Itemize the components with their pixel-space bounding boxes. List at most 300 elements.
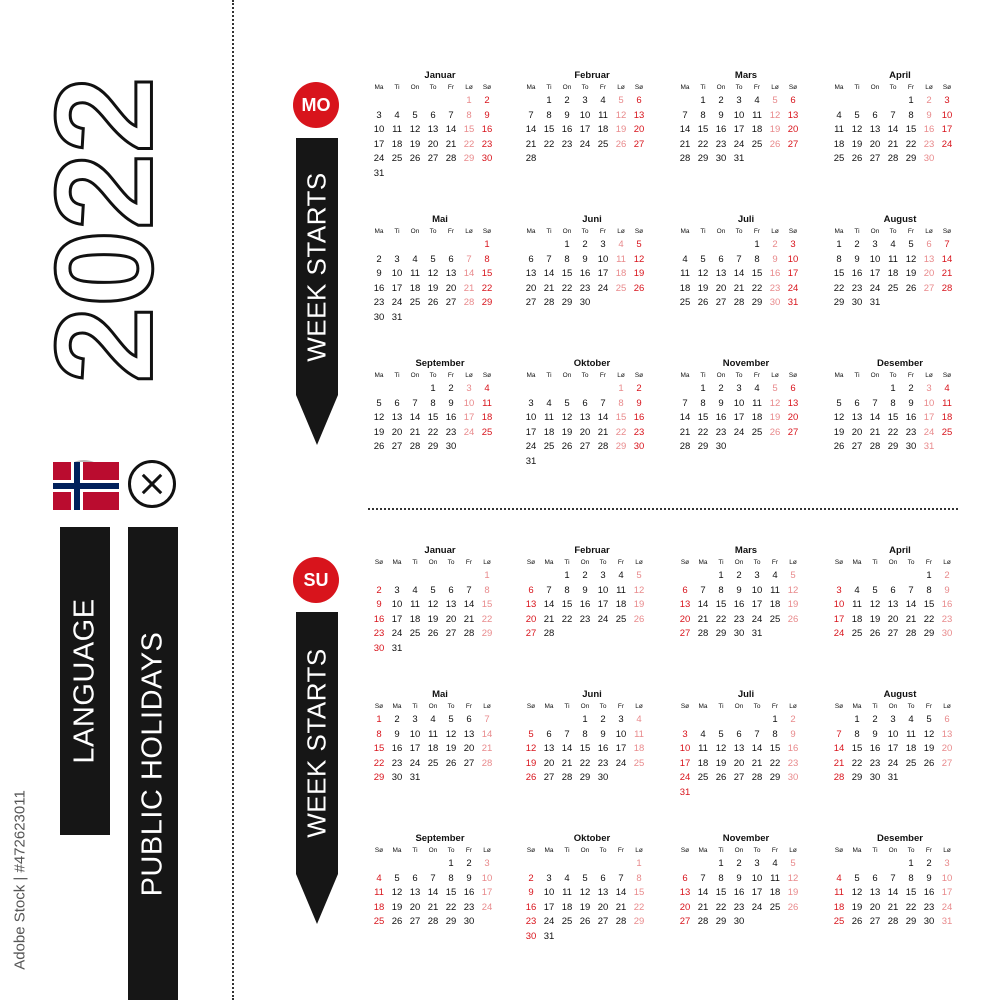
badge-sunday-start: SU xyxy=(293,557,339,603)
day-cell: 8 xyxy=(700,109,706,121)
empty-cell xyxy=(576,857,594,872)
day-cell: 23 xyxy=(733,613,745,625)
day-cell: 29 xyxy=(905,916,917,927)
day-cell: 2 xyxy=(376,584,382,596)
day-cell: 15 xyxy=(887,412,899,423)
day-cell: 29 xyxy=(481,628,493,639)
day-cell: 8 xyxy=(700,397,706,409)
empty-cell xyxy=(522,382,540,397)
month-mai xyxy=(370,689,510,786)
day-cell: 18 xyxy=(751,412,763,423)
day-cell: 28 xyxy=(445,153,457,164)
month-februar xyxy=(522,70,662,167)
day-cell: 23 xyxy=(941,613,953,625)
day-cell: 14 xyxy=(887,124,899,135)
weekday-label: Ti xyxy=(854,372,860,379)
week-starts-arrow xyxy=(296,395,338,445)
day-cell: 25 xyxy=(697,772,709,783)
day-grid xyxy=(830,382,956,455)
day-cell: 17 xyxy=(733,412,745,423)
day-cell: 8 xyxy=(466,109,472,121)
day-cell: 5 xyxy=(926,714,932,725)
day-cell: 26 xyxy=(633,282,645,294)
day-cell: 11 xyxy=(616,253,626,265)
day-cell: 26 xyxy=(769,426,781,438)
empty-cell xyxy=(388,569,406,584)
day-cell: 26 xyxy=(409,153,421,164)
day-cell: 24 xyxy=(525,441,537,452)
day-cell: 18 xyxy=(481,412,493,423)
day-cell: 5 xyxy=(854,109,860,121)
month-juli xyxy=(676,689,816,800)
day-cell: 21 xyxy=(597,426,609,438)
day-cell: 27 xyxy=(679,916,691,927)
day-cell: 26 xyxy=(715,772,727,783)
day-cell: 7 xyxy=(754,728,760,740)
month-name: Mars xyxy=(734,545,758,556)
weekday-label: Sø xyxy=(482,228,492,235)
day-cell: 31 xyxy=(543,930,555,942)
day-cell: 4 xyxy=(682,253,688,265)
day-cell: 27 xyxy=(633,138,645,150)
day-cell: 14 xyxy=(905,599,917,610)
day-cell: 16 xyxy=(733,887,745,898)
empty-cell xyxy=(866,382,884,397)
day-cell: 17 xyxy=(615,743,627,754)
day-cell: 9 xyxy=(484,109,490,121)
day-cell: 16 xyxy=(715,124,727,135)
weekday-label: Ti xyxy=(546,372,552,379)
weekday-label: Fr xyxy=(447,372,455,379)
day-cell: 8 xyxy=(484,584,490,596)
weekday-label: Sø xyxy=(834,847,844,854)
day-cell: 24 xyxy=(923,426,935,438)
day-cell: 28 xyxy=(679,441,691,452)
day-cell: 14 xyxy=(833,743,845,754)
month-juni xyxy=(522,689,662,786)
day-cell: 28 xyxy=(463,628,475,639)
day-cell: 30 xyxy=(481,153,493,164)
day-cell: 15 xyxy=(769,743,781,754)
day-cell: 1 xyxy=(836,239,842,250)
weekday-label: Fr xyxy=(925,559,933,566)
day-cell: 17 xyxy=(525,426,537,438)
weekday-label: On xyxy=(410,228,420,235)
day-cell: 30 xyxy=(851,297,863,308)
weekday-label: Sø xyxy=(634,84,644,91)
month-desember xyxy=(830,833,970,930)
day-cell: 27 xyxy=(445,297,457,308)
day-cell: 13 xyxy=(391,412,403,423)
day-cell: 23 xyxy=(633,426,645,438)
day-cell: 19 xyxy=(427,613,439,625)
month-name: Mars xyxy=(734,70,758,81)
weekday-header xyxy=(830,701,970,713)
day-cell: 19 xyxy=(697,282,709,294)
weekday-label: Ma xyxy=(834,372,844,379)
day-cell: 2 xyxy=(736,570,742,581)
empty-cell xyxy=(594,382,612,397)
day-cell: 8 xyxy=(448,872,454,884)
weekday-label: Fr xyxy=(907,228,915,235)
weekday-label: On xyxy=(734,703,744,710)
day-cell: 19 xyxy=(373,426,385,438)
day-cell: 26 xyxy=(561,441,573,452)
day-cell: 7 xyxy=(546,584,552,596)
day-cell: 5 xyxy=(908,239,914,250)
empty-cell xyxy=(406,238,424,253)
day-cell: 27 xyxy=(597,916,609,927)
day-cell: 31 xyxy=(409,772,421,783)
day-cell: 24 xyxy=(751,901,763,913)
month-name: Desember xyxy=(877,358,923,369)
day-cell: 20 xyxy=(391,426,403,438)
day-cell: 5 xyxy=(448,714,454,725)
month-name: Juli xyxy=(737,689,755,700)
weekday-label: Fr xyxy=(599,228,607,235)
day-cell: 10 xyxy=(751,584,763,596)
day-cell: 28 xyxy=(887,153,899,164)
empty-cell xyxy=(594,857,612,872)
day-cell: 12 xyxy=(427,599,439,610)
empty-cell xyxy=(540,238,558,253)
weekday-label: Ti xyxy=(718,559,724,566)
month-april xyxy=(830,545,970,642)
day-cell: 4 xyxy=(394,109,400,121)
empty-cell xyxy=(676,382,694,397)
weekday-label: Fr xyxy=(447,84,455,91)
weekday-label: Ti xyxy=(700,228,706,235)
empty-cell xyxy=(388,94,406,109)
day-cell: 4 xyxy=(772,570,778,581)
day-cell: 12 xyxy=(445,728,457,740)
empty-cell xyxy=(442,94,460,109)
day-cell: 21 xyxy=(887,138,899,150)
day-cell: 1 xyxy=(718,570,724,581)
weekday-label: Sø xyxy=(788,84,798,91)
weekday-label: Lø xyxy=(925,372,933,379)
day-cell: 31 xyxy=(733,153,745,164)
day-cell: 25 xyxy=(941,426,953,438)
day-cell: 13 xyxy=(733,743,745,754)
month-januar xyxy=(370,70,510,181)
day-cell: 11 xyxy=(852,599,862,610)
day-cell: 10 xyxy=(409,728,421,740)
day-cell: 4 xyxy=(836,109,842,121)
day-cell: 17 xyxy=(787,268,799,279)
day-cell: 20 xyxy=(525,613,537,625)
day-cell: 26 xyxy=(851,916,863,927)
day-cell: 14 xyxy=(869,412,881,423)
empty-cell xyxy=(848,569,866,584)
empty-cell xyxy=(676,713,694,728)
day-cell: 31 xyxy=(869,297,881,308)
day-cell: 4 xyxy=(546,397,552,409)
day-cell: 27 xyxy=(787,138,799,150)
day-cell: 5 xyxy=(636,570,642,581)
empty-cell xyxy=(712,238,730,253)
day-cell: 20 xyxy=(409,901,421,913)
day-cell: 29 xyxy=(887,441,899,452)
day-cell: 28 xyxy=(561,772,573,783)
day-cell: 28 xyxy=(597,441,609,452)
day-cell: 7 xyxy=(600,397,606,409)
day-cell: 28 xyxy=(733,297,745,308)
weekday-label: Sø xyxy=(834,559,844,566)
day-cell: 24 xyxy=(481,901,493,913)
day-cell: 20 xyxy=(543,757,555,769)
day-cell: 31 xyxy=(923,441,935,452)
weekday-header xyxy=(370,701,510,713)
weekday-label: On xyxy=(562,372,572,379)
day-cell: 20 xyxy=(427,138,439,150)
day-cell: 8 xyxy=(754,253,760,265)
day-cell: 4 xyxy=(944,383,950,394)
empty-cell xyxy=(830,569,848,584)
empty-cell xyxy=(424,94,442,109)
day-cell: 12 xyxy=(833,412,845,423)
weekday-label: To xyxy=(599,847,607,854)
month-name: August xyxy=(883,689,917,700)
day-cell: 7 xyxy=(890,109,896,121)
weekday-label: Ma xyxy=(544,847,554,854)
day-cell: 10 xyxy=(887,728,899,740)
day-cell: 6 xyxy=(926,239,932,250)
day-cell: 15 xyxy=(427,412,439,423)
weekday-header xyxy=(830,370,970,382)
day-cell: 22 xyxy=(561,282,573,294)
day-cell: 26 xyxy=(427,297,439,308)
weekday-label: Lø xyxy=(617,372,625,379)
day-cell: 23 xyxy=(445,426,457,438)
day-cell: 14 xyxy=(733,268,745,279)
day-cell: 13 xyxy=(445,268,457,279)
day-cell: 8 xyxy=(582,728,588,740)
empty-cell xyxy=(406,382,424,397)
day-cell: 10 xyxy=(391,599,403,610)
day-cell: 29 xyxy=(445,916,457,927)
day-cell: 24 xyxy=(615,757,627,769)
day-cell: 12 xyxy=(787,584,799,596)
day-cell: 13 xyxy=(633,109,645,121)
day-cell: 12 xyxy=(715,743,727,754)
day-cell: 14 xyxy=(887,887,899,898)
day-cell: 21 xyxy=(869,426,881,438)
day-cell: 5 xyxy=(528,728,534,740)
day-cell: 16 xyxy=(463,887,475,898)
day-cell: 18 xyxy=(427,743,439,754)
day-cell: 15 xyxy=(697,124,709,135)
weekday-header xyxy=(522,701,662,713)
day-cell: 13 xyxy=(941,728,953,740)
day-cell: 13 xyxy=(923,253,935,265)
day-cell: 25 xyxy=(769,901,781,913)
empty-cell xyxy=(730,238,748,253)
day-cell: 19 xyxy=(833,426,845,438)
weekday-label: On xyxy=(716,372,726,379)
day-cell: 24 xyxy=(869,282,881,294)
weekday-label: Ti xyxy=(412,847,418,854)
day-cell: 19 xyxy=(923,743,935,754)
day-cell: 7 xyxy=(836,728,842,740)
month-name: November xyxy=(722,358,770,369)
empty-cell xyxy=(694,238,712,253)
language-label: LANGUAGE xyxy=(68,598,101,764)
weekday-label: Sø xyxy=(942,228,952,235)
day-cell: 12 xyxy=(561,412,573,423)
empty-cell xyxy=(830,94,848,109)
weekday-header xyxy=(830,845,970,857)
weekday-header xyxy=(522,82,662,94)
day-cell: 20 xyxy=(733,757,745,769)
day-cell: 20 xyxy=(597,901,609,913)
day-cell: 23 xyxy=(923,901,935,913)
weekday-label: To xyxy=(753,847,761,854)
day-cell: 22 xyxy=(615,426,627,438)
day-cell: 13 xyxy=(579,412,591,423)
day-cell: 15 xyxy=(851,743,863,754)
day-cell: 22 xyxy=(715,901,727,913)
day-cell: 11 xyxy=(392,124,402,135)
month-name: November xyxy=(722,833,770,844)
weekday-label: To xyxy=(907,847,915,854)
day-cell: 26 xyxy=(373,441,385,452)
day-cell: 10 xyxy=(525,412,537,423)
day-cell: 22 xyxy=(887,426,899,438)
day-cell: 24 xyxy=(751,613,763,625)
public-holidays-bar xyxy=(128,527,178,1000)
day-cell: 16 xyxy=(561,124,573,135)
month-august xyxy=(830,689,970,786)
weekday-label: Fr xyxy=(447,228,455,235)
day-cell: 30 xyxy=(941,628,953,639)
weekday-label: Lø xyxy=(943,559,951,566)
day-cell: 22 xyxy=(751,282,763,294)
day-cell: 1 xyxy=(908,95,914,106)
empty-cell xyxy=(848,382,866,397)
day-cell: 4 xyxy=(772,858,778,869)
day-cell: 22 xyxy=(851,757,863,769)
day-cell: 18 xyxy=(941,412,953,423)
day-cell: 24 xyxy=(887,757,899,769)
day-cell: 18 xyxy=(887,268,899,279)
day-cell: 9 xyxy=(908,397,914,409)
day-cell: 3 xyxy=(484,858,490,869)
day-cell: 4 xyxy=(376,872,382,884)
day-cell: 30 xyxy=(373,642,385,654)
day-cell: 30 xyxy=(769,297,781,308)
day-cell: 26 xyxy=(769,138,781,150)
day-cell: 9 xyxy=(926,872,932,884)
day-cell: 8 xyxy=(772,728,778,740)
day-cell: 17 xyxy=(391,282,403,294)
day-cell: 5 xyxy=(790,570,796,581)
day-cell: 18 xyxy=(615,599,627,610)
day-cell: 28 xyxy=(481,757,493,769)
weekday-label: On xyxy=(410,372,420,379)
day-cell: 3 xyxy=(582,95,588,106)
day-cell: 11 xyxy=(680,268,690,279)
day-cell: 6 xyxy=(682,872,688,884)
day-cell: 30 xyxy=(923,916,935,927)
day-grid xyxy=(676,713,802,800)
day-cell: 25 xyxy=(409,297,421,308)
day-cell: 3 xyxy=(944,858,950,869)
day-cell: 25 xyxy=(615,613,627,625)
day-cell: 21 xyxy=(543,282,555,294)
day-cell: 28 xyxy=(941,282,953,294)
day-cell: 11 xyxy=(752,109,762,121)
day-cell: 4 xyxy=(412,584,418,596)
day-cell: 1 xyxy=(908,858,914,869)
day-grid xyxy=(522,569,648,642)
weekday-label: Ti xyxy=(564,703,570,710)
day-grid xyxy=(830,238,956,311)
weekday-label: Sø xyxy=(834,703,844,710)
day-cell: 3 xyxy=(600,570,606,581)
day-cell: 5 xyxy=(412,109,418,121)
day-cell: 12 xyxy=(615,109,627,121)
weekday-label: Ti xyxy=(872,847,878,854)
month-name: April xyxy=(889,545,911,556)
day-cell: 15 xyxy=(561,268,573,279)
day-cell: 30 xyxy=(633,441,645,452)
weekday-label: Ti xyxy=(872,559,878,566)
day-cell: 12 xyxy=(769,109,781,121)
day-grid xyxy=(830,713,956,786)
day-cell: 25 xyxy=(851,628,863,639)
empty-cell xyxy=(406,94,424,109)
month-name: Oktober xyxy=(573,833,611,844)
weekday-label: On xyxy=(734,559,744,566)
day-cell: 23 xyxy=(561,138,573,150)
day-cell: 25 xyxy=(597,138,609,150)
day-cell: 9 xyxy=(600,728,606,740)
day-cell: 15 xyxy=(373,743,385,754)
weekday-header xyxy=(522,370,662,382)
day-cell: 7 xyxy=(484,714,490,725)
weekday-label: Lø xyxy=(771,228,779,235)
day-grid xyxy=(522,238,648,311)
day-cell: 25 xyxy=(409,628,421,639)
weekday-label: Sø xyxy=(374,847,384,854)
weekday-label: Lø xyxy=(943,847,951,854)
day-cell: 3 xyxy=(546,872,552,884)
day-cell: 31 xyxy=(391,311,403,323)
weekday-label: To xyxy=(429,228,437,235)
empty-cell xyxy=(558,713,576,728)
day-cell: 14 xyxy=(427,887,439,898)
day-cell: 12 xyxy=(373,412,385,423)
day-cell: 18 xyxy=(833,138,845,150)
day-cell: 1 xyxy=(754,239,760,250)
empty-cell xyxy=(748,713,766,728)
day-cell: 4 xyxy=(836,872,842,884)
day-cell: 18 xyxy=(373,901,385,913)
day-cell: 26 xyxy=(633,613,645,625)
month-name: Januar xyxy=(424,70,456,81)
empty-cell xyxy=(540,569,558,584)
day-cell: 14 xyxy=(561,743,573,754)
day-cell: 2 xyxy=(736,858,742,869)
month-mars xyxy=(676,545,816,642)
day-cell: 30 xyxy=(597,772,609,783)
day-cell: 3 xyxy=(736,95,742,106)
day-cell: 9 xyxy=(394,728,400,740)
day-grid xyxy=(522,94,648,167)
day-cell: 30 xyxy=(733,628,745,639)
day-cell: 17 xyxy=(579,124,591,135)
